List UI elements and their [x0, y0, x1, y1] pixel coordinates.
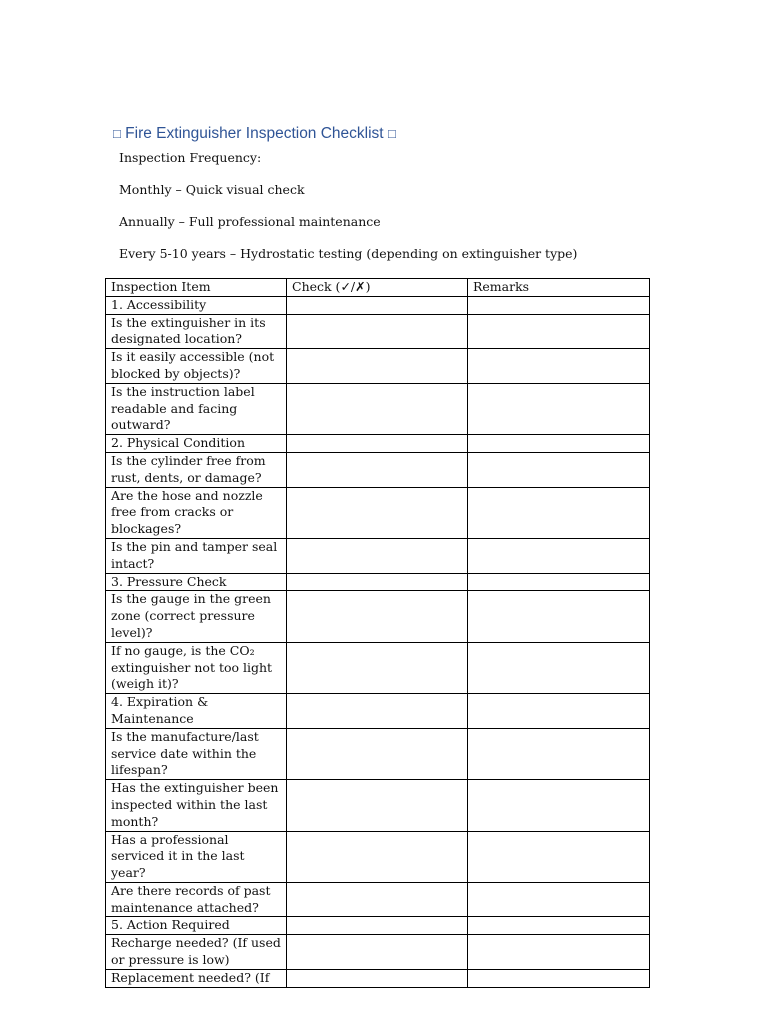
check-cell[interactable]: [287, 487, 468, 538]
remarks-cell[interactable]: [468, 831, 650, 882]
page-title: [113, 125, 396, 143]
item-cell: 5. Action Required: [106, 917, 287, 935]
table-row: [106, 642, 650, 693]
remarks-cell[interactable]: [468, 538, 650, 573]
remarks-cell[interactable]: [468, 780, 650, 831]
table-row: [106, 452, 650, 487]
table-header-row: [106, 279, 650, 297]
item-cell: Are there records of past maintenance attached?: [106, 882, 287, 917]
item-cell: Has the extinguisher been inspected within the last month?: [106, 780, 287, 831]
frequency-annually: Annually – Full professional maintenance: [119, 214, 381, 229]
check-cell[interactable]: [287, 591, 468, 642]
item-cell: 4. Expiration & Maintenance: [106, 694, 287, 729]
frequency-hydrostatic: Every 5-10 years – Hydrostatic testing (depending on extinguisher type): [119, 246, 578, 261]
table-row: [106, 969, 650, 987]
check-cell[interactable]: [287, 383, 468, 434]
check-cell[interactable]: [287, 969, 468, 987]
item-cell: Is it easily accessible (not blocked by objects)?: [106, 349, 287, 384]
header-remarks: Remarks: [468, 279, 650, 297]
remarks-cell[interactable]: [468, 573, 650, 591]
check-cell[interactable]: [287, 882, 468, 917]
table-row: [106, 780, 650, 831]
check-cell[interactable]: [287, 935, 468, 970]
remarks-cell[interactable]: [468, 969, 650, 987]
item-cell: Is the gauge in the green zone (correct pressure level)?: [106, 591, 287, 642]
remarks-cell[interactable]: [468, 917, 650, 935]
check-cell[interactable]: [287, 538, 468, 573]
table-row: [106, 882, 650, 917]
item-cell: Is the instruction label readable and facing outward?: [106, 383, 287, 434]
title-text: Fire Extinguisher Inspection Checklist: [125, 125, 384, 142]
remarks-cell[interactable]: [468, 296, 650, 314]
remarks-cell[interactable]: [468, 642, 650, 693]
frequency-monthly: Monthly – Quick visual check: [119, 182, 305, 197]
item-cell: Is the manufacture/last service date within the lifespan?: [106, 728, 287, 779]
check-cell[interactable]: [287, 642, 468, 693]
item-cell: Replacement needed? (If: [106, 969, 287, 987]
header-inspection-item: Inspection Item: [106, 279, 287, 297]
table-row: [106, 314, 650, 349]
remarks-cell[interactable]: [468, 383, 650, 434]
table-row: [106, 383, 650, 434]
remarks-cell[interactable]: [468, 728, 650, 779]
remarks-cell[interactable]: [468, 487, 650, 538]
table-row: [106, 831, 650, 882]
check-cell[interactable]: [287, 780, 468, 831]
table-row: [106, 573, 650, 591]
table-row: [106, 935, 650, 970]
table-row: [106, 728, 650, 779]
item-cell: Has a professional serviced it in the last year?: [106, 831, 287, 882]
remarks-cell[interactable]: [468, 591, 650, 642]
item-cell: If no gauge, is the CO₂ extinguisher not too light (weigh it)?: [106, 642, 287, 693]
check-cell[interactable]: [287, 831, 468, 882]
item-cell: Recharge needed? (If used or pressure is low): [106, 935, 287, 970]
check-cell[interactable]: [287, 452, 468, 487]
remarks-cell[interactable]: [468, 935, 650, 970]
title-placeholder-glyph: □: [387, 126, 396, 141]
table-row: [106, 487, 650, 538]
remarks-cell[interactable]: [468, 314, 650, 349]
check-cell[interactable]: [287, 435, 468, 453]
table-row: [106, 591, 650, 642]
remarks-cell[interactable]: [468, 349, 650, 384]
item-cell: 2. Physical Condition: [106, 435, 287, 453]
table-row: [106, 349, 650, 384]
header-check: Check (✓/✗): [287, 279, 468, 297]
check-cell[interactable]: [287, 349, 468, 384]
item-cell: Is the cylinder free from rust, dents, or damage?: [106, 452, 287, 487]
remarks-cell[interactable]: [468, 694, 650, 729]
frequency-heading: Inspection Frequency:: [119, 150, 262, 165]
check-cell[interactable]: [287, 728, 468, 779]
check-cell[interactable]: [287, 573, 468, 591]
item-cell: Is the extinguisher in its designated location?: [106, 314, 287, 349]
table-row: [106, 538, 650, 573]
item-cell: Is the pin and tamper seal intact?: [106, 538, 287, 573]
title-placeholder-glyph: □: [113, 126, 121, 141]
item-cell: 1. Accessibility: [106, 296, 287, 314]
remarks-cell[interactable]: [468, 435, 650, 453]
table-row: [106, 435, 650, 453]
table-row: [106, 296, 650, 314]
item-cell: Are the hose and nozzle free from cracks or blockages?: [106, 487, 287, 538]
check-cell[interactable]: [287, 314, 468, 349]
check-cell[interactable]: [287, 694, 468, 729]
check-cell[interactable]: [287, 917, 468, 935]
remarks-cell[interactable]: [468, 452, 650, 487]
check-cell[interactable]: [287, 296, 468, 314]
inspection-checklist-table: [105, 278, 650, 988]
remarks-cell[interactable]: [468, 882, 650, 917]
table-row: [106, 694, 650, 729]
table-row: [106, 917, 650, 935]
item-cell: 3. Pressure Check: [106, 573, 287, 591]
